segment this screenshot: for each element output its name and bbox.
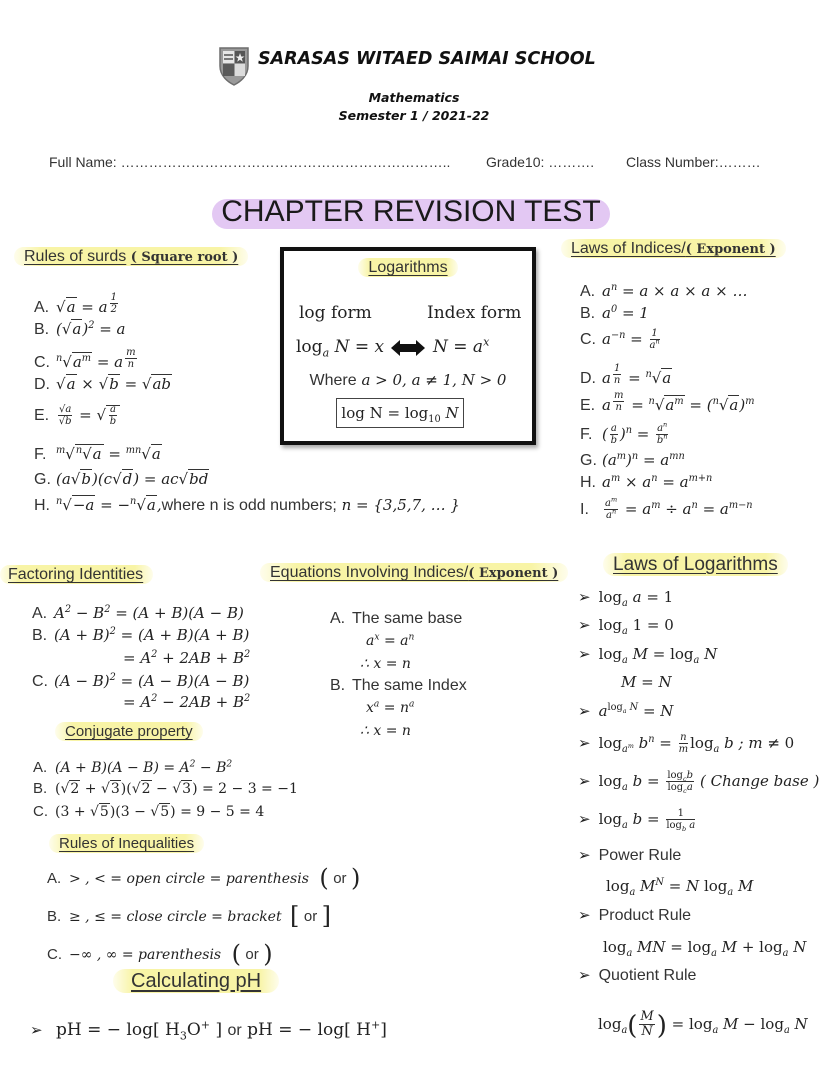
arrow-bullet-icon: ➢	[30, 1021, 43, 1039]
quotient-rule-expr: $\log_a$( $\frac{M}{N}$ ) = $\log_a M - \log_a N$	[598, 1009, 808, 1041]
factoring-heading: Factoring Identities	[0, 566, 153, 584]
indices-law-d: D. a $^{\frac{1}{n}}$ = $^n$√a	[580, 363, 672, 387]
arrow-bullet-icon: ➢	[578, 616, 591, 634]
equation-a-title: A. The same base	[330, 610, 463, 627]
log-laws-heading: Laws of Logarithms	[603, 554, 788, 576]
log-law-7: ➢ $\log_a b$ = $\frac{1}{\log_b a}$	[578, 808, 696, 833]
surds-rule-d: D. √a × √b = √ab	[34, 375, 172, 393]
inequality-a: A. > , < = open circle = parenthesis ( or )	[47, 864, 361, 892]
equation-a-therefore: ∴ x = n	[360, 656, 411, 672]
index-expression: $N = a^x$	[433, 335, 490, 357]
log-condition: Where a > 0, a ≠ 1, N > 0	[309, 371, 507, 389]
equation-b-title: B. The same Index	[330, 677, 467, 694]
indices-law-c: C. $a^{-n}$ = $\frac{1}{a^n}$	[580, 328, 660, 351]
class-number-field[interactable]: Class Number:………	[626, 154, 761, 170]
log-law-5: ➢ $\log_{a^m} b^n$ = $\frac{n}{m}$ $\log_a b$ ; m ≠ 0	[578, 732, 795, 755]
arrow-bullet-icon: ➢	[578, 907, 591, 924]
double-arrow-icon	[391, 339, 425, 361]
indices-law-f: F. ( $\frac{a}{b}$ )$^n$ = $\frac{a^n}{b^n}$	[580, 420, 668, 446]
surds-rule-g: G. (a√b)(c√d) = ac√bd	[34, 470, 209, 488]
conjugate-b: B. (√2 + √3)(√2 − √3) = 2 − 3 = −1	[33, 780, 298, 797]
indices-law-a: A. $a^n = a \times a \times a$ × …	[580, 282, 748, 300]
school-name: SARASAS WITAED SAIMAI SCHOOL	[258, 49, 596, 69]
full-name-field[interactable]: Full Name: ……………………………………………………………..	[49, 154, 451, 170]
inequalities-heading: Rules of Inequalities	[49, 835, 204, 852]
equation-a-eq: $a^x = a^n$	[366, 632, 415, 649]
surds-rule-a: A. √a = a $^{\frac{1}{2}}$	[34, 292, 117, 316]
subject: Mathematics	[368, 90, 460, 105]
equations-heading: Equations Involving Indices/( Exponent )	[260, 564, 568, 582]
arrow-bullet-icon: ➢	[578, 588, 591, 606]
log-law-1: ➢ $\log_a a = 1$	[578, 588, 674, 609]
arrow-bullet-icon: ➢	[578, 810, 591, 828]
conjugate-heading: Conjugate property	[55, 723, 203, 740]
log-law-4: ➢ $a^{log_a N} = N$	[578, 702, 674, 720]
arrow-bullet-icon: ➢	[578, 734, 591, 752]
log-law-3: ➢ $\log_a M = \log_a N$	[578, 645, 718, 666]
power-rule-title: ➢ Power Rule	[578, 847, 682, 864]
page-title: CHAPTER REVISION TEST	[221, 195, 601, 228]
equation-b-therefore: ∴ x = n	[360, 723, 411, 739]
grade-field[interactable]: Grade10: ……….	[486, 154, 595, 170]
surds-rule-h: H. $^n$√−a = −$^n$√a,where n is odd numbers; n = {3,5,7, … }	[34, 496, 460, 514]
conjugate-c: C. (3 + √5)(3 − √5) = 9 − 5 = 4	[33, 803, 265, 820]
common-log-box: $\log N = \log_{10} N$	[336, 398, 464, 428]
inequality-b: B. ≥ , ≤ = close circle = bracket [ or ]	[47, 902, 332, 930]
ph-formula: ➢ pH = − log[ $H_3O^+$ ] or pH = − log[ H+]	[30, 1018, 387, 1043]
log-law-3-cont: M = N	[621, 673, 672, 691]
product-rule-title: ➢ Product Rule	[578, 907, 692, 924]
arrow-bullet-icon: ➢	[578, 645, 591, 663]
log-form-label: log form	[299, 303, 372, 323]
indices-law-g: G. $(a^m)^n = a^{mn}$	[580, 451, 685, 469]
surds-rule-f: F. $^m$√$^n$√a = $^{mn}$√a	[34, 445, 161, 463]
power-rule-expr: $\log_a M^N = N$ $\log_a M$	[606, 877, 754, 898]
arrow-bullet-icon: ➢	[578, 772, 591, 790]
conjugate-a: A. $(A + B)(A - B) = A^2 - B^2$	[33, 759, 233, 776]
indices-law-h: H. $a^m \times a^n = a^{m+n}$	[580, 473, 713, 491]
arrow-bullet-icon: ➢	[578, 702, 591, 720]
indices-law-i: I. $\frac{a^m}{a^n}$ = $a^m \div a^n = a^{m-n}$	[580, 495, 753, 521]
arrow-bullet-icon: ➢	[578, 847, 591, 864]
surds-rule-e: E. $\frac{√a}{√b}$ = √ $\frac{a}{b}$	[34, 404, 120, 427]
factoring-b-cont: = $A^2 + 2AB + B^2$	[123, 649, 251, 667]
factoring-b: B. $(A + B)^2 = (A + B)(A + B)$	[32, 626, 250, 644]
inequality-c: C. −∞ , ∞ = parenthesis ( or )	[47, 940, 273, 968]
log-law-6: ➢ $\log_a b$ = $\frac{\log_cb}{\log_ca}$ ( Change base )	[578, 770, 820, 795]
factoring-a: A. $A^2 - B^2 = (A + B)(A - B)$	[32, 604, 244, 622]
indices-law-b: B. $a^0 = 1$	[580, 304, 649, 322]
log-expression: $\log_a N = x$	[296, 337, 385, 360]
indices-heading: Laws of Indices/( Exponent )	[561, 240, 786, 258]
indices-law-e: E. a $^{\frac{m}{n}}$ = $^n√a^m = (^n√a)^m$	[580, 390, 755, 414]
surds-rule-b: B. $(√a)^2 = a$	[34, 320, 126, 338]
factoring-c-cont: = $A^2 - 2AB + B^2$	[123, 693, 251, 711]
school-crest-icon	[218, 46, 250, 86]
product-rule-expr: $\log_a$ MN = $\log_a M + \log_a N$	[603, 938, 807, 959]
log-law-2: ➢ $\log_a 1 = 0$	[578, 616, 674, 637]
equation-b-eq: $x^a = n^a$	[366, 699, 415, 716]
logarithms-heading: Logarithms	[284, 259, 532, 277]
quotient-rule-title: ➢ Quotient Rule	[578, 967, 697, 984]
ph-heading: Calculating pH	[113, 970, 279, 993]
logarithms-box	[280, 247, 536, 445]
factoring-c: C. $(A - B)^2 = (A - B)(A - B)$	[32, 672, 250, 690]
index-form-label: Index form	[427, 303, 522, 323]
arrow-bullet-icon: ➢	[578, 967, 591, 984]
surds-rule-c: C. $^n√a^m = a$ $^{\frac{m}{n}}$	[34, 347, 136, 371]
surds-heading: Rules of surds ( Square root )	[14, 248, 248, 266]
semester: Semester 1 / 2021-22	[338, 108, 490, 123]
